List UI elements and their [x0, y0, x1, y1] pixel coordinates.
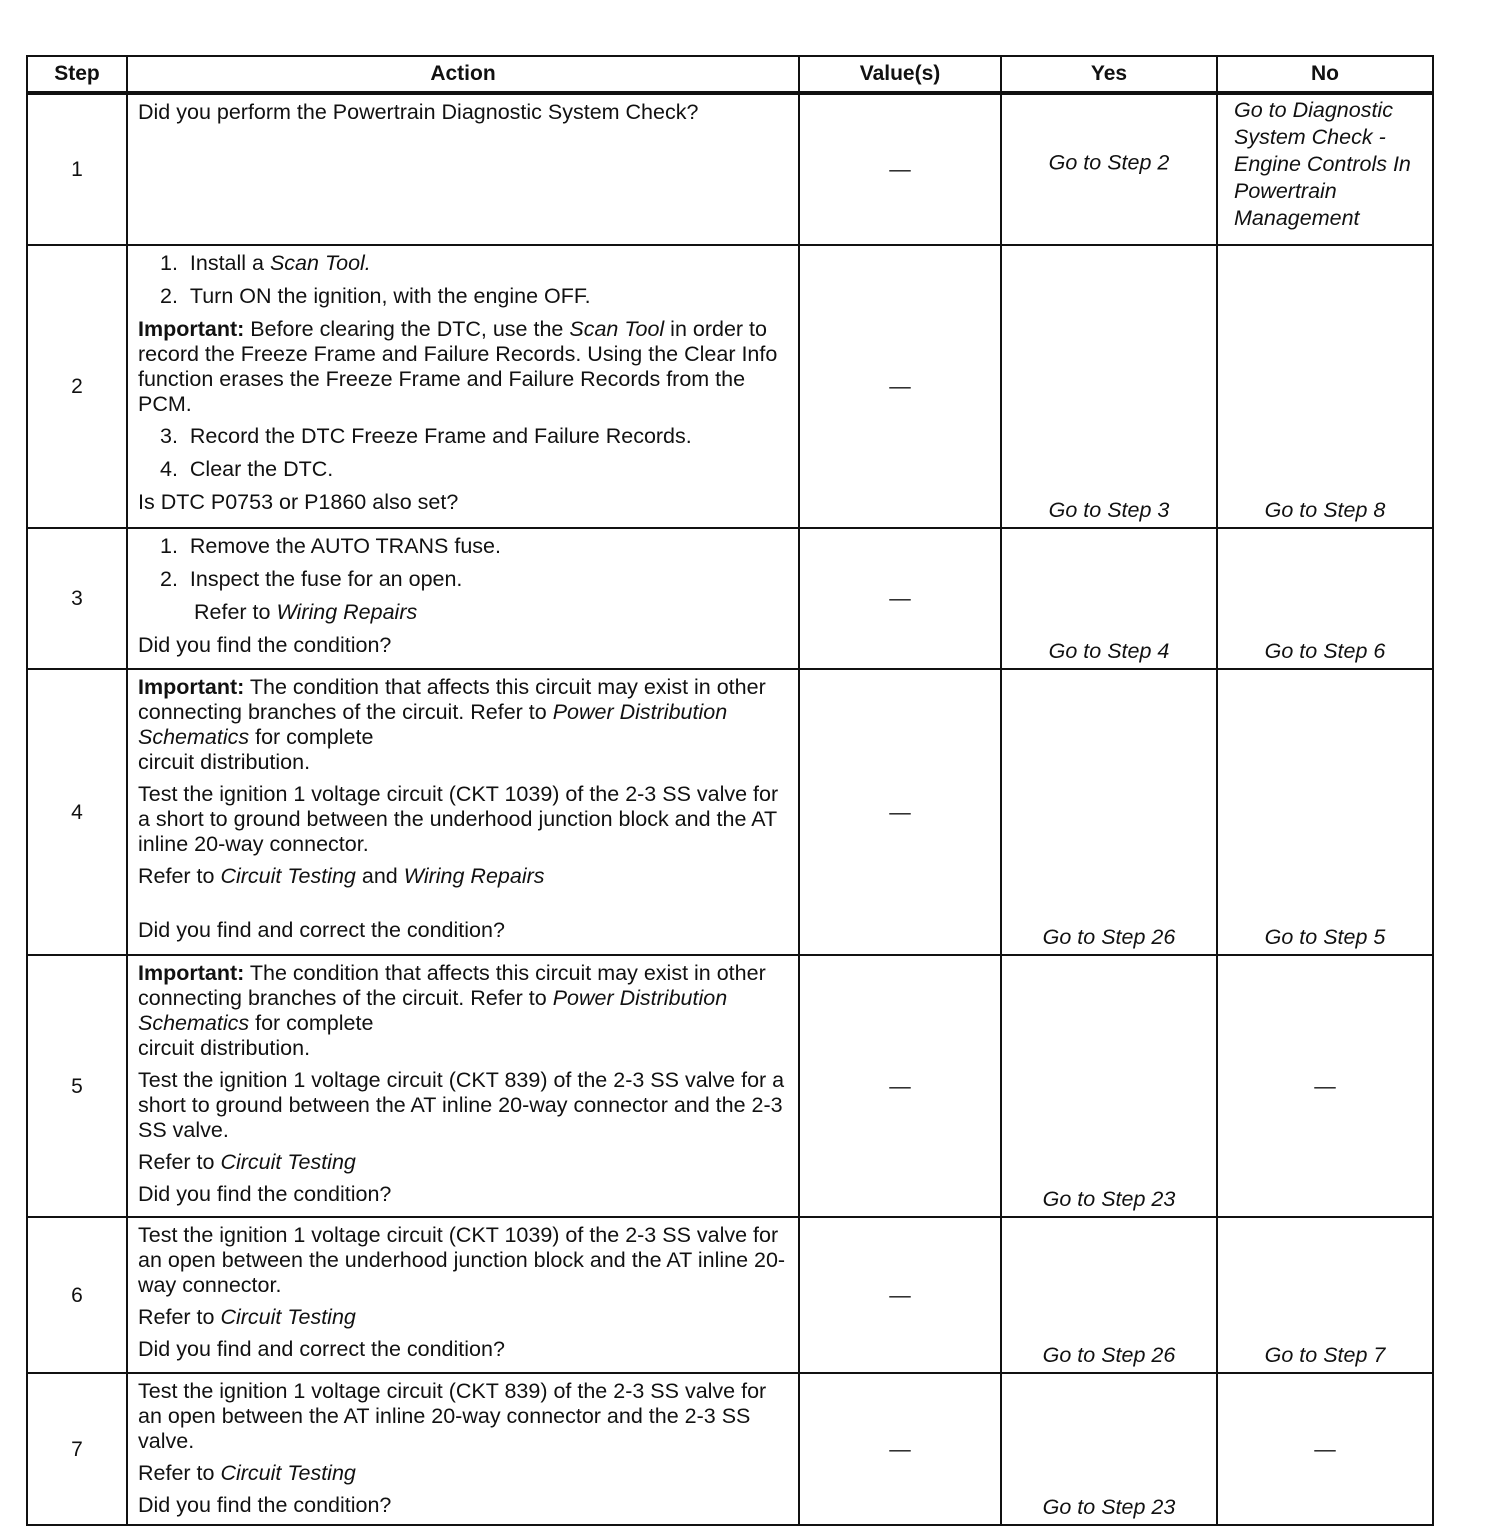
- list-text: Clear the DTC.: [189, 457, 334, 481]
- table-row: [27, 245, 1433, 528]
- no-link[interactable]: Diagnostic System Check - Engine Controls In Powertrain Management: [1234, 98, 1411, 230]
- list-text: Remove the AUTO TRANS fuse.: [189, 534, 501, 558]
- list-item: [138, 424, 792, 449]
- step-number: 5: [27, 955, 127, 1217]
- header-values: Value(s): [799, 56, 1001, 93]
- note-text: for complete: [249, 1011, 374, 1035]
- no-link[interactable]: Go to Step 5: [1264, 925, 1386, 949]
- yes-link[interactable]: Go to Step 3: [1048, 498, 1170, 522]
- reference-prefix: Refer to: [138, 1305, 221, 1329]
- test-instruction: Test the ignition 1 voltage circuit (CKT 839) of the 2-3 SS valve for a short to ground between the AT inline 20-way connector and the 2-3 SS valve.: [138, 1068, 785, 1142]
- no-cell: [1217, 528, 1433, 669]
- note-text: in order to record the Freeze Frame and Failure Records. Using the Clear Info function erases the Freeze Frame and Failure Records from the PCM.: [138, 317, 778, 416]
- yes-cell: [1001, 669, 1217, 955]
- yes-link[interactable]: Go to Step 4: [1048, 639, 1170, 663]
- list-item: [138, 567, 792, 592]
- list-number: 2.: [160, 567, 178, 591]
- reference-line: [138, 1150, 792, 1175]
- note-text: circuit distribution.: [138, 1036, 311, 1060]
- list-text: Record the DTC Freeze Frame and Failure Records.: [189, 424, 692, 448]
- reference-joiner: and: [355, 864, 404, 888]
- step-number: 4: [27, 669, 127, 955]
- table-row: [27, 669, 1433, 955]
- reference-prefix: Refer to: [138, 864, 221, 888]
- yes-link[interactable]: Go to Step 26: [1042, 1343, 1176, 1367]
- circuit-testing-ref: Circuit Testing: [220, 1305, 356, 1329]
- no-cell: [1217, 245, 1433, 528]
- action-cell: [127, 1373, 799, 1525]
- action-cell: [127, 93, 799, 245]
- yes-cell: [1001, 93, 1217, 245]
- action-cell: [127, 528, 799, 669]
- circuit-testing-ref: Circuit Testing: [220, 1150, 356, 1174]
- header-row: [27, 56, 1433, 93]
- step-number: 1: [27, 93, 127, 245]
- note-text: for complete: [249, 725, 374, 749]
- yes-cell: [1001, 1373, 1217, 1525]
- header-no: No: [1217, 56, 1433, 93]
- list-item: [138, 457, 792, 482]
- important-note: [138, 675, 792, 775]
- list-number: 2.: [160, 284, 178, 308]
- yes-cell: [1001, 245, 1217, 528]
- scan-tool-ref: Scan Tool.: [269, 251, 371, 275]
- table-row: [27, 93, 1433, 245]
- circuit-testing-ref: Circuit Testing: [220, 864, 356, 888]
- note-text: The condition that affects this circuit may exist in other connecting branches of the circuit. Refer to: [138, 961, 766, 1010]
- action-question: Did you find and correct the condition?: [138, 918, 505, 942]
- test-instruction: Test the ignition 1 voltage circuit (CKT 839) of the 2-3 SS valve for an open between the AT inline 20-way connector and the 2-3 SS valve.: [138, 1379, 767, 1453]
- list-number: 1.: [160, 534, 178, 558]
- reference-line: [138, 1461, 792, 1486]
- value-cell: —: [799, 93, 1001, 245]
- table-row: [27, 528, 1433, 669]
- table-row: [27, 1217, 1433, 1373]
- note-text: circuit distribution.: [138, 750, 311, 774]
- value-cell: —: [799, 245, 1001, 528]
- no-link[interactable]: Go to Step 6: [1264, 639, 1386, 663]
- action-question: Did you find the condition?: [138, 1182, 392, 1206]
- no-link[interactable]: Go to Step 8: [1264, 498, 1386, 522]
- diagnostic-table-wrapper: [26, 55, 1432, 1526]
- important-note: [138, 961, 792, 1061]
- action-cell: [127, 669, 799, 955]
- circuit-testing-ref: Circuit Testing: [220, 1461, 356, 1485]
- reference-prefix: Refer to: [194, 600, 277, 624]
- list-text: Install a: [189, 251, 270, 275]
- list-item: [138, 534, 792, 559]
- reference-prefix: Refer to: [138, 1150, 221, 1174]
- reference-line: [138, 1305, 792, 1330]
- test-instruction: Test the ignition 1 voltage circuit (CKT 1039) of the 2-3 SS valve for an open between the underhood junction block and the AT inline 20-way connector.: [138, 1223, 786, 1297]
- list-number: 3.: [160, 424, 178, 448]
- table-row: [27, 955, 1433, 1217]
- list-number: 4.: [160, 457, 178, 481]
- important-label: Important:: [138, 961, 245, 985]
- no-cell: —: [1217, 1373, 1433, 1525]
- no-prefix: Go to: [1234, 98, 1293, 122]
- no-cell[interactable]: [1217, 93, 1433, 245]
- action-question: Did you find and correct the condition?: [138, 1337, 505, 1361]
- action-question: Did you perform the Powertrain Diagnostic System Check?: [138, 100, 699, 124]
- table-row: [27, 1373, 1433, 1525]
- yes-cell: [1001, 955, 1217, 1217]
- action-question: Is DTC P0753 or P1860 also set?: [138, 490, 459, 514]
- reference-prefix: Refer to: [138, 1461, 221, 1485]
- step-number: 7: [27, 1373, 127, 1525]
- schematics-ref: Power Distribution Schematics: [138, 986, 728, 1035]
- action-question: Did you find the condition?: [138, 1493, 392, 1517]
- value-cell: —: [799, 1217, 1001, 1373]
- wiring-repairs-ref: Wiring Repairs: [276, 600, 418, 624]
- no-cell: —: [1217, 955, 1433, 1217]
- header-action: Action: [127, 56, 799, 93]
- important-note: [138, 317, 792, 417]
- reference-line: [138, 600, 792, 625]
- important-label: Important:: [138, 675, 245, 699]
- wiring-repairs-ref: Wiring Repairs: [403, 864, 545, 888]
- value-cell: —: [799, 669, 1001, 955]
- yes-cell: [1001, 528, 1217, 669]
- yes-link[interactable]: Go to Step 26: [1042, 925, 1176, 949]
- schematics-ref: Power Distribution Schematics: [138, 700, 728, 749]
- list-text: Turn ON the ignition, with the engine OFF.: [189, 284, 591, 308]
- no-cell: [1217, 1217, 1433, 1373]
- action-cell: [127, 1217, 799, 1373]
- note-text: The condition that affects this circuit may exist in other connecting branches of the circuit. Refer to: [138, 675, 766, 724]
- step-number: 2: [27, 245, 127, 528]
- no-link[interactable]: Go to Step 7: [1264, 1343, 1386, 1367]
- yes-link[interactable]: Go to Step 2: [1048, 150, 1170, 175]
- test-instruction: Test the ignition 1 voltage circuit (CKT 1039) of the 2-3 SS valve for a short to ground between the underhood junction block and the AT inline 20-way connector.: [138, 782, 779, 856]
- action-cell: [127, 245, 799, 528]
- scan-tool-ref: Scan Tool: [569, 317, 665, 341]
- list-item: [138, 251, 792, 276]
- note-text: Before clearing the DTC, use the: [244, 317, 570, 341]
- list-number: 1.: [160, 251, 178, 275]
- header-step: Step: [27, 56, 127, 93]
- step-number: 6: [27, 1217, 127, 1373]
- step-number: 3: [27, 528, 127, 669]
- value-cell: —: [799, 1373, 1001, 1525]
- yes-link[interactable]: Go to Step 23: [1042, 1495, 1176, 1519]
- diagnostic-table: [26, 55, 1434, 1526]
- list-text: Inspect the fuse for an open.: [189, 567, 463, 591]
- important-label: Important:: [138, 317, 245, 341]
- list-item: [138, 284, 792, 309]
- action-cell: [127, 955, 799, 1217]
- value-cell: —: [799, 528, 1001, 669]
- yes-link[interactable]: Go to Step 23: [1042, 1187, 1176, 1211]
- yes-cell: [1001, 1217, 1217, 1373]
- no-cell: [1217, 669, 1433, 955]
- action-question: Did you find the condition?: [138, 633, 392, 657]
- value-cell: —: [799, 955, 1001, 1217]
- reference-line: [138, 864, 792, 889]
- header-yes: Yes: [1001, 56, 1217, 93]
